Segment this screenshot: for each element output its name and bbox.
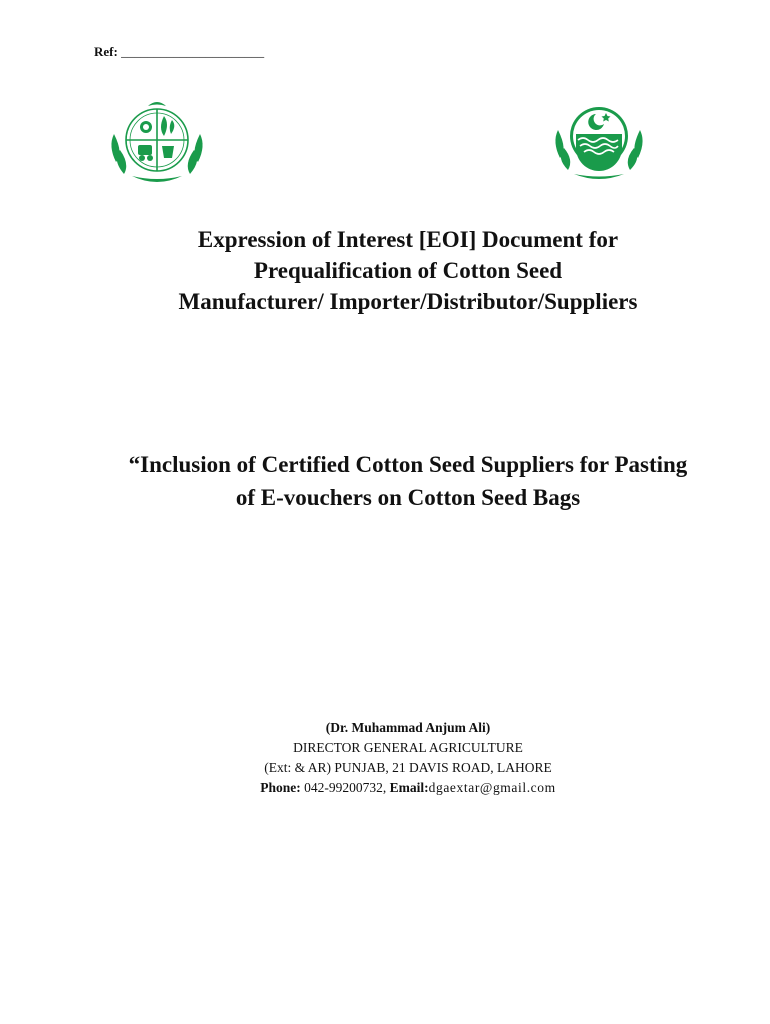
subtitle-line: “Inclusion of Certified Cotton Seed Suppliers for Pasting	[128, 452, 688, 477]
reference-field	[94, 44, 264, 60]
agriculture-emblem-icon	[102, 94, 212, 190]
title-line: Expression of Interest [EOI] Document for	[197, 227, 619, 252]
phone-label: Phone:	[260, 780, 301, 795]
contact-info	[40, 718, 770, 798]
email-label: Email:	[389, 780, 429, 795]
official-designation: DIRECTOR GENERAL AGRICULTURE	[293, 740, 523, 755]
email-value: dgaextar@gmail.com	[428, 780, 556, 795]
document-subtitle	[40, 448, 770, 514]
document-title	[40, 224, 770, 317]
official-name: (Dr. Muhammad Anjum Ali)	[325, 720, 491, 735]
office-address: (Ext: & AR) PUNJAB, 21 DAVIS ROAD, LAHORE	[264, 760, 552, 775]
contact-line	[40, 778, 770, 798]
title-line: Manufacturer/ Importer/Distributor/Suppliers	[178, 289, 638, 314]
subtitle-line: of E-vouchers on Cotton Seed Bags	[235, 485, 581, 510]
punjab-government-emblem-icon	[544, 96, 654, 188]
title-line: Prequalification of Cotton Seed	[253, 258, 563, 283]
ref-label: Ref:	[94, 44, 118, 59]
ref-blank-line: ______________________	[121, 44, 265, 59]
phone-value: 042-99200732,	[304, 780, 387, 795]
